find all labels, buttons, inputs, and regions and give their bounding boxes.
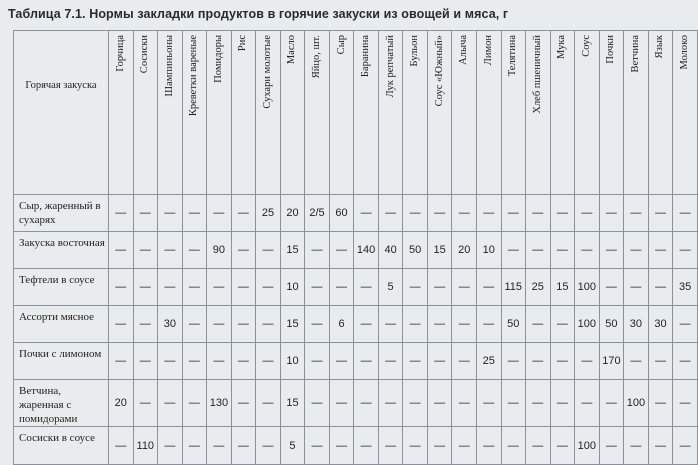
table-cell: 20 [452,232,477,269]
table-cell: — [133,343,158,380]
column-header-label: Баранина [360,35,372,78]
table-cell: — [133,306,158,343]
column-header [452,31,477,195]
column-header-label: Язык [654,35,666,59]
table-cell: — [354,427,379,465]
table-cell: 30 [648,306,673,343]
table-cell: — [329,232,354,269]
table-cell: — [207,306,232,343]
table-cell: — [427,195,452,232]
table-cell: — [427,269,452,306]
table-cell: — [109,306,134,343]
table-cell: — [158,232,183,269]
table-cell: — [231,380,256,427]
table-cell: — [452,195,477,232]
table-cell: 100 [575,427,600,465]
column-header-label: Мука [556,35,568,59]
table-cell: 140 [354,232,379,269]
column-header-label: Масло [286,35,298,65]
table-cell: — [231,195,256,232]
table-cell: — [648,343,673,380]
table-cell: — [182,427,207,465]
table-cell: — [207,343,232,380]
table-cell: — [133,195,158,232]
table-cell: — [231,269,256,306]
table-cell: — [648,269,673,306]
table-cell: — [256,380,281,427]
corner-header [14,31,109,195]
table-cell: — [575,380,600,427]
table-cell: 15 [280,380,305,427]
table-cell: — [599,232,624,269]
row-name: Почки с лимоном [14,343,109,380]
table-cell: — [158,343,183,380]
table-cell: — [158,195,183,232]
table-cell: — [624,269,649,306]
table-cell: — [109,427,134,465]
column-header-label: Креветки вареные [188,35,200,117]
column-header-label: Яйцо, шт. [311,35,323,79]
table-cell: — [476,427,501,465]
corner-header-label: Горячая закуска [25,80,97,91]
table-cell: — [378,380,403,427]
table-cell: 10 [476,232,501,269]
table-cell: — [648,427,673,465]
table-cell: — [354,380,379,427]
table-cell: — [550,380,575,427]
table-cell: 15 [280,306,305,343]
table-cell: — [476,195,501,232]
table-cell: 15 [427,232,452,269]
table-cell: — [550,427,575,465]
table-cell: 6 [329,306,354,343]
table-cell: — [599,380,624,427]
table-cell: — [526,306,551,343]
column-header-label: Соус [580,35,592,57]
table-cell: — [550,195,575,232]
row-name: Сосиски в соусе [14,427,109,465]
table-cell: — [575,195,600,232]
table-cell: — [133,269,158,306]
table-cell: 110 [133,427,158,465]
table-cell: — [599,195,624,232]
column-header-label: Сосиски [139,35,151,74]
column-header [673,31,698,195]
table-cell: — [158,380,183,427]
table-cell: — [305,343,330,380]
table-cell: — [648,380,673,427]
column-header [575,31,600,195]
table-cell: — [305,232,330,269]
table-cell: — [305,269,330,306]
column-header-label: Лимон [482,35,494,66]
column-header-label: Алыча [458,35,470,65]
table-cell: — [182,380,207,427]
table-cell: 30 [158,306,183,343]
table-cell: — [329,380,354,427]
table-cell: — [501,343,526,380]
table-cell: — [378,195,403,232]
table-cell: — [403,343,428,380]
table-cell: — [354,195,379,232]
table-cell: — [256,343,281,380]
column-header [354,31,379,195]
table-cell: — [624,195,649,232]
row-name: Сыр, жаренный в сухарях [14,195,109,232]
column-header-label: Почки [605,35,617,64]
table-cell: — [207,195,232,232]
table-cell: — [526,427,551,465]
table-row [14,380,698,427]
table-cell: — [599,269,624,306]
table-cell: 100 [624,380,649,427]
table-cell: — [133,380,158,427]
table-cell: 25 [526,269,551,306]
column-header [231,31,256,195]
table-cell: — [305,427,330,465]
column-header [256,31,281,195]
table-cell: 35 [673,269,698,306]
column-header [109,31,134,195]
table-cell: — [158,427,183,465]
row-name: Ветчина, жаренная с помидорами [14,380,109,427]
norms-table [13,30,698,465]
table-cell: — [133,232,158,269]
column-header [550,31,575,195]
table-cell: 20 [280,195,305,232]
column-header-label: Молоко [679,35,691,70]
table-cell: — [648,232,673,269]
table-cell: — [673,306,698,343]
table-cell: — [207,427,232,465]
column-header-label: Рис [237,35,249,52]
table-cell: 30 [624,306,649,343]
table-cell: — [427,380,452,427]
column-header [158,31,183,195]
table-caption: Таблица 7.1. Нормы закладки продуктов в горячие закуски из овощей и мяса, г [8,7,509,21]
table-cell: — [182,343,207,380]
table-cell: — [109,343,134,380]
table-cell: — [501,380,526,427]
table-cell: 100 [575,269,600,306]
column-header-label: Хлеб пшеничный [531,35,543,114]
column-header-label: Шампиньоны [163,35,175,97]
table-cell: — [109,232,134,269]
column-header [526,31,551,195]
column-header-label: Сухари молотые [261,35,273,109]
column-header [624,31,649,195]
table-cell: — [207,269,232,306]
table-cell: — [378,343,403,380]
table-cell: 100 [575,306,600,343]
table-cell: — [673,427,698,465]
table-row [14,306,698,343]
table-cell: 2/5 [305,195,330,232]
table-cell: — [501,232,526,269]
column-header [427,31,452,195]
column-header [501,31,526,195]
table-cell: — [673,232,698,269]
table-cell: 170 [599,343,624,380]
table-cell: 115 [501,269,526,306]
table-row [14,232,698,269]
column-header [133,31,158,195]
table-cell: 10 [280,343,305,380]
table-cell: 25 [256,195,281,232]
table-cell: — [476,306,501,343]
table-cell: — [599,427,624,465]
column-header [305,31,330,195]
table-cell: — [182,306,207,343]
table-cell: 5 [378,269,403,306]
column-header [476,31,501,195]
table-cell: — [305,306,330,343]
table-cell: — [427,427,452,465]
table-cell: — [526,343,551,380]
table-cell: — [452,269,477,306]
table-cell: — [427,343,452,380]
table-cell: 10 [280,269,305,306]
table-cell: — [624,427,649,465]
table-cell: — [452,427,477,465]
table-cell: — [575,343,600,380]
table-cell: — [329,427,354,465]
table-cell: — [256,232,281,269]
table-row [14,269,698,306]
column-header [648,31,673,195]
column-header-label: Бульон [409,35,421,67]
table-cell: 50 [599,306,624,343]
table-cell: — [550,306,575,343]
column-header [378,31,403,195]
table-cell: 20 [109,380,134,427]
table-cell: — [378,306,403,343]
table-cell: — [550,232,575,269]
table-cell: — [182,232,207,269]
table-cell: — [452,380,477,427]
column-header-label: Соус «Южный» [433,35,445,107]
table-cell: — [256,306,281,343]
table-cell: — [476,380,501,427]
table-cell: — [403,380,428,427]
table-row [14,427,698,465]
table-cell: 5 [280,427,305,465]
column-header [599,31,624,195]
table-cell: — [673,343,698,380]
table-cell: 130 [207,380,232,427]
table-cell: — [452,306,477,343]
table-cell: — [403,195,428,232]
table-cell: — [329,269,354,306]
table-cell: — [231,306,256,343]
table-cell: — [575,232,600,269]
column-header-label: Телятина [507,35,519,77]
table-cell: — [403,306,428,343]
table-cell: — [231,343,256,380]
column-header-label: Сыр [335,35,347,55]
table-cell: — [673,195,698,232]
column-header-label: Лук репчатый [384,35,396,98]
table-cell: — [182,269,207,306]
table-cell: 25 [476,343,501,380]
column-header-label: Горчица [114,35,126,72]
table-cell: — [182,195,207,232]
table-cell: 40 [378,232,403,269]
table-cell: — [476,269,501,306]
table-cell: — [501,195,526,232]
table-cell: — [354,343,379,380]
table-cell: — [256,269,281,306]
table-cell: — [526,232,551,269]
table-cell: — [158,269,183,306]
column-header [329,31,354,195]
column-header [403,31,428,195]
table-cell: 60 [329,195,354,232]
table-cell: — [673,380,698,427]
table-cell: — [452,343,477,380]
table-cell: — [403,269,428,306]
table-cell: — [354,269,379,306]
table-header-row [14,31,698,195]
column-header-label: Ветчина [629,35,641,73]
table-cell: 90 [207,232,232,269]
table-cell: — [526,380,551,427]
column-header [182,31,207,195]
table-cell: 50 [403,232,428,269]
row-name: Ассорти мясное [14,306,109,343]
table-cell: — [256,427,281,465]
column-header [207,31,232,195]
row-name: Тефтели в соусе [14,269,109,306]
table-cell: — [624,232,649,269]
table-row [14,195,698,232]
table-cell: 50 [501,306,526,343]
table-cell: — [378,427,403,465]
table-cell: 15 [280,232,305,269]
column-header [280,31,305,195]
table-row [14,343,698,380]
table-cell: — [109,269,134,306]
table-cell: — [231,427,256,465]
row-name: Закуска восточная [14,232,109,269]
table-cell: — [354,306,379,343]
table-cell: 15 [550,269,575,306]
table-cell: — [550,343,575,380]
table-cell: — [109,195,134,232]
table-cell: — [329,343,354,380]
table-cell: — [501,427,526,465]
table-cell: — [231,232,256,269]
column-header-label: Помидоры [212,35,224,83]
table-cell: — [624,343,649,380]
table-cell: — [648,195,673,232]
table-cell: — [403,427,428,465]
table-cell: — [427,306,452,343]
table-cell: — [526,195,551,232]
table-cell: — [305,380,330,427]
